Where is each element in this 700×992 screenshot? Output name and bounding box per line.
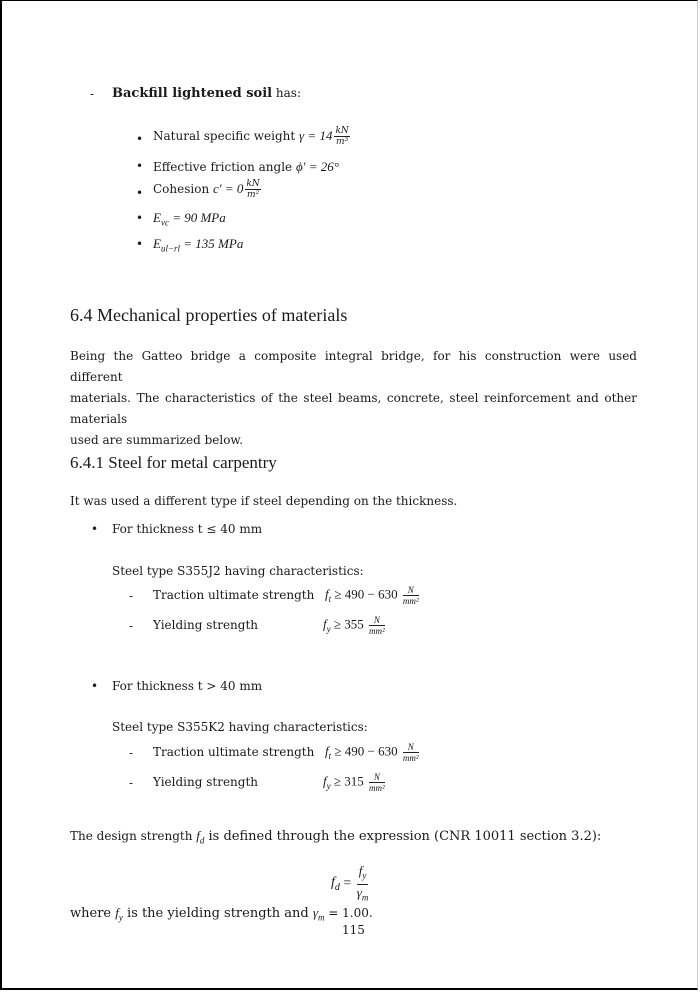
- frac-num: N: [369, 615, 385, 626]
- property-label: Traction ultimate strength: [153, 588, 315, 602]
- property-value: [325, 585, 419, 606]
- unit-fraction: [369, 615, 385, 636]
- math-sub: t: [328, 751, 332, 762]
- math-value: ≥ 490 − 630: [331, 743, 401, 759]
- backfill-title-rest: has:: [272, 86, 301, 100]
- math-value: ≥ 355: [330, 616, 368, 632]
- steel-intro: It was used a different type if steel depending on the thickness.: [70, 494, 458, 508]
- section-heading-6-4-1: 6.4.1 Steel for metal carpentry: [70, 453, 277, 472]
- bullet: •: [136, 159, 144, 173]
- property-value: [323, 615, 385, 636]
- item-math: [213, 181, 243, 196]
- math-value: ≥ 490 − 630: [331, 586, 401, 602]
- frac-den: mm²: [369, 783, 385, 793]
- math-sym: γ: [312, 905, 318, 920]
- math-expr: γ = 14: [299, 128, 333, 143]
- item-math: [299, 128, 332, 143]
- frac-den: m²: [246, 190, 260, 200]
- design-strength-equation: [331, 863, 368, 905]
- property-label: Traction ultimate strength: [153, 745, 315, 759]
- math-sym: f: [115, 905, 119, 920]
- frac-den: mm²: [402, 753, 419, 763]
- frac-num: kN: [246, 179, 260, 189]
- text: is defined through the expression (CNR 10011 section 3.2):: [204, 829, 602, 844]
- item-label: Effective friction angle: [153, 160, 296, 174]
- math-rest: = 135 MPa: [180, 236, 244, 251]
- property-value: [325, 742, 419, 763]
- math-value: ≥ 315: [330, 773, 368, 789]
- math-sub: y: [118, 912, 123, 923]
- bullet: •: [136, 211, 144, 225]
- property-label: Yielding strength: [153, 618, 259, 632]
- unit-fraction: [334, 126, 349, 147]
- math-expr: c′ = 0: [213, 181, 244, 196]
- frac-num: N: [403, 585, 419, 596]
- frac-den: mm²: [402, 596, 419, 606]
- unit-fraction: [369, 772, 385, 793]
- paragraph-line: materials. The characteristics of the steel beams, concrete, steel reinforcement and other materials: [70, 391, 637, 426]
- math-sym: f: [331, 875, 335, 891]
- math-sym: E: [153, 236, 161, 251]
- frac-num: N: [369, 772, 385, 783]
- dash: -: [129, 776, 134, 790]
- backfill-item-cohesion: [153, 179, 261, 200]
- math-sym: f: [325, 586, 329, 602]
- text: where: [70, 906, 116, 921]
- math-sub: t: [328, 594, 332, 605]
- bullet: •: [136, 237, 144, 251]
- math-rest: = 90 MPa: [168, 210, 226, 225]
- item-label: Cohesion: [153, 182, 213, 196]
- page-number: 115: [342, 923, 365, 937]
- math-sym: f: [323, 773, 327, 789]
- section-heading-6-4: 6.4 Mechanical properties of materials: [70, 305, 348, 325]
- backfill-item-friction-angle: [153, 159, 339, 175]
- dash: -: [129, 589, 134, 603]
- item-math: [296, 159, 339, 174]
- thickness-condition: For thickness t > 40 mm: [112, 679, 263, 693]
- steel-type: Steel type S355K2 having characteristics:: [112, 720, 368, 734]
- math-sym: γ: [356, 884, 362, 900]
- property-label: Yielding strength: [153, 775, 259, 789]
- unit-fraction: [403, 742, 419, 763]
- section-6-4-paragraph: [70, 346, 637, 451]
- math-sub: m: [317, 912, 325, 923]
- thickness-condition: For thickness t ≤ 40 mm: [112, 522, 263, 536]
- unit-fraction: [403, 585, 419, 606]
- equation-fraction: [357, 863, 369, 905]
- dash: -: [129, 746, 134, 760]
- bullet: •: [136, 186, 144, 200]
- paragraph-line: used are summarized below.: [70, 433, 244, 447]
- backfill-item-eul: [153, 236, 243, 254]
- backfill-item-evc: [153, 210, 226, 228]
- math-sym: f: [196, 828, 200, 843]
- dash: -: [129, 619, 134, 633]
- math-sub: d: [199, 835, 205, 846]
- text: = 1.00.: [324, 906, 373, 920]
- math-sym: f: [325, 743, 329, 759]
- where-sentence: [70, 905, 373, 923]
- bullet: •: [91, 679, 99, 693]
- math-sub: y: [326, 781, 331, 792]
- math-sub: m: [361, 892, 369, 903]
- math-sub: y: [326, 624, 331, 635]
- frac-num: N: [403, 742, 419, 753]
- item-label: Natural specific weight: [153, 129, 300, 143]
- math-sym: f: [323, 616, 327, 632]
- bullet: •: [136, 132, 144, 146]
- math-sub: d: [334, 881, 340, 893]
- paragraph-line: Being the Gatteo bridge a composite integral bridge, for his construction were used different: [70, 349, 637, 384]
- frac-num: kN: [335, 126, 349, 136]
- text: is the yielding strength and: [122, 906, 313, 921]
- unit-fraction: [245, 179, 260, 200]
- math-sub: ul−rl: [160, 243, 181, 254]
- math-sub: y: [362, 870, 367, 881]
- math-sym: f: [358, 863, 363, 878]
- property-value: [323, 772, 385, 793]
- math-expr: ϕ′ = 26°: [295, 159, 339, 174]
- math-sub: vc: [160, 217, 169, 228]
- backfill-item-specific-weight: [153, 126, 350, 147]
- backfill-title-bold: Backfill lightened soil: [112, 86, 273, 101]
- math-sym: E: [153, 210, 161, 225]
- backfill-heading: [112, 86, 301, 101]
- steel-type: Steel type S355J2 having characteristics:: [112, 564, 364, 578]
- frac-den: mm²: [369, 626, 385, 636]
- text: The design strength: [70, 829, 197, 843]
- design-strength-sentence: [70, 828, 601, 846]
- frac-den: m³: [336, 137, 349, 147]
- bullet: •: [91, 522, 99, 536]
- backfill-dash: -: [90, 87, 95, 101]
- equals: =: [339, 876, 355, 892]
